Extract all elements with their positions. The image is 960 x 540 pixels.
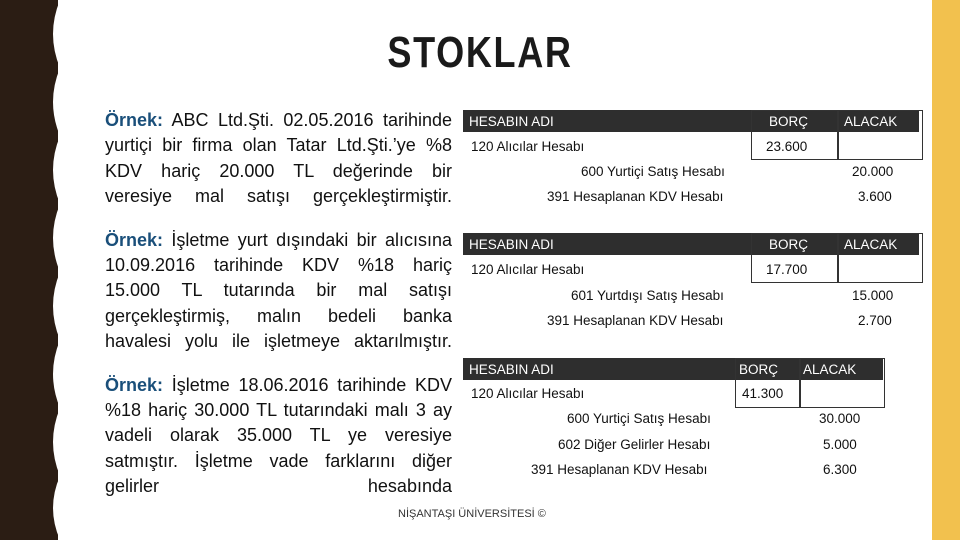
credit-account: 600 Yurtiçi Satış Hesabı (581, 164, 725, 179)
header-account: HESABIN ADI (469, 114, 554, 129)
credit-amount: 2.700 (858, 313, 892, 328)
header-credit: ALACAK (844, 237, 898, 252)
examples-column (105, 108, 452, 540)
credit-account: 602 Diğer Gelirler Hesabı (558, 437, 711, 452)
example-3 (105, 373, 452, 500)
example-label: Örnek: (105, 374, 164, 395)
credit-account: 391 Hesaplanan KDV Hesabı (531, 462, 708, 477)
example-text: İşletme yurt dışındaki bir alıcısına 10.09.2016 tarihinde KDV %18 hariç 15.000 TL tutarında bir mal satışı gerçekleştirmiş, malın bedeli banka havalesi yolu ile işletmeye aktarılmıştır. (105, 229, 452, 352)
credit-amount-box (837, 110, 923, 160)
header-credit: ALACAK (803, 362, 857, 377)
journal-entry-2 (463, 233, 923, 343)
example-text: ABC Ltd.Şti. 02.05.2016 tarihinde yurtiçi bir firma olan Tatar Ltd.Şti.’ye %8 KDV hariç 20.000 TL değerinde bir veresiye mal satışı gerçekleştirmiştir. (105, 110, 452, 207)
example-2 (105, 228, 452, 355)
header-debit: BORÇ (739, 362, 779, 377)
debit-amount: 41.300 (742, 386, 784, 401)
header-debit: BORÇ (769, 237, 809, 252)
debit-amount: 23.600 (766, 139, 808, 154)
header-credit: ALACAK (844, 114, 898, 129)
example-label: Örnek: (105, 110, 164, 130)
footer-copyright: NİŞANTAŞI ÜNİVERSİTESİ © (398, 508, 546, 520)
debit-account: 120 Alıcılar Hesabı (471, 139, 585, 154)
credit-amount: 3.600 (858, 189, 892, 204)
slide-title: STOKLAR (387, 28, 573, 77)
header-account: HESABIN ADI (469, 237, 554, 252)
credit-account: 600 Yurtiçi Satış Hesabı (567, 411, 711, 426)
credit-account: 391 Hesaplanan KDV Hesabı (547, 313, 724, 328)
credit-account: 391 Hesaplanan KDV Hesabı (547, 189, 724, 204)
example-1 (105, 108, 452, 210)
credit-amount-box (837, 233, 923, 283)
debit-account: 120 Alıcılar Hesabı (471, 262, 585, 277)
debit-account: 120 Alıcılar Hesabı (471, 386, 585, 401)
credit-amount: 30.000 (819, 411, 861, 426)
debit-amount: 17.700 (766, 262, 808, 277)
header-debit: BORÇ (769, 114, 809, 129)
credit-amount-box (799, 358, 885, 408)
journal-entry-1 (463, 110, 923, 220)
credit-account: 601 Yurtdışı Satış Hesabı (571, 288, 724, 303)
journal-entry-3 (463, 358, 923, 488)
credit-amount: 5.000 (823, 437, 857, 452)
header-account: HESABIN ADI (469, 362, 554, 377)
credit-amount: 15.000 (852, 288, 894, 303)
accent-bar (932, 0, 960, 540)
example-label: Örnek: (105, 229, 164, 250)
credit-amount: 20.000 (852, 164, 894, 179)
credit-amount: 6.300 (823, 462, 857, 477)
example-text: İşletme 18.06.2016 tarihinde KDV %18 hariç 30.000 TL tutarındaki malı 3 ay vadeli olarak 35.000 TL ye veresiye satmıştır. İşletme vade farklarını diğer gelirler hesabında (105, 374, 452, 497)
